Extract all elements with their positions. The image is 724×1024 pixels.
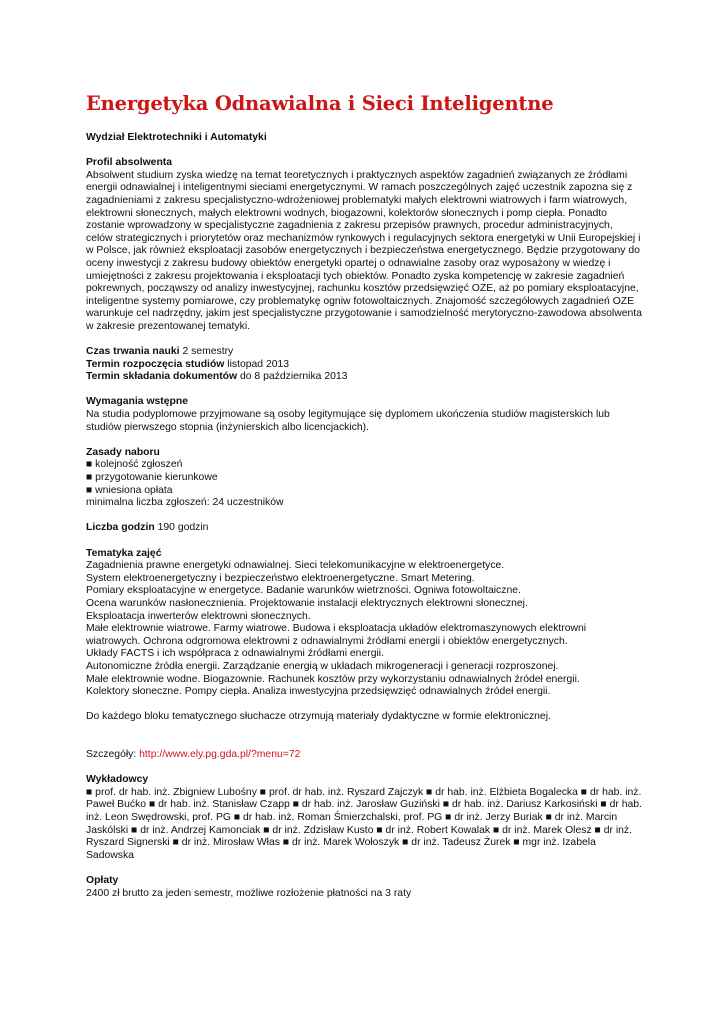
lecturer-name: dr inż. Marcin Jaskólski: [86, 812, 618, 836]
topic-line: Małe elektrownie wodne. Biogazownie. Rachunek kosztów przy wykorzystaniu odnawialnych źródeł energii.: [86, 673, 580, 685]
bullet-icon: ■: [282, 837, 290, 849]
bullet-icon: ■: [402, 837, 409, 849]
bullet-icon: ■: [233, 812, 241, 824]
deadline-label: Termin składania dokumentów: [86, 371, 238, 383]
hours-label: Liczba godzin: [86, 522, 155, 534]
topic-line: Pomiary eksploatacyjne w energetyce. Badanie warunków wietrzności. Ogniwa fotowoltaiczne.: [86, 585, 521, 597]
bullet-icon: ■: [442, 799, 450, 811]
bullet-icon: ■: [131, 824, 138, 836]
bullet-icon: ■: [376, 824, 383, 836]
fees-section: [86, 875, 642, 900]
bullet-icon: ■: [259, 786, 267, 798]
admission-list: [86, 459, 642, 497]
lecturer-name: mgr inż. Izabela Sadowska: [86, 837, 596, 861]
lecturer-name: dr hab. inż. Dariusz Karkosiński: [451, 799, 598, 811]
bullet-icon: ■: [263, 824, 270, 836]
lecturer-name: dr inż. Ryszard Signerski: [86, 824, 632, 849]
duration-row: [86, 346, 642, 359]
topics-section: [86, 548, 642, 724]
bullet-icon: ■: [445, 812, 452, 824]
lecturer-name: prof. dr hab. inż. Zbigniew Lubośny: [95, 786, 257, 798]
deadline-row: [86, 371, 642, 384]
page-title: Energetyka Odnawialna i Sieci Inteligentne: [86, 92, 554, 115]
topics-footer: Do każdego bloku tematycznego słuchacze otrzymują materiały dydaktyczne w formie elektronicznej.: [86, 711, 551, 723]
admission-section: [86, 447, 642, 510]
bullet-icon: ■: [492, 824, 500, 836]
profile-heading: Profil absolwenta: [86, 157, 173, 169]
lecturer-name: dr hab. inż. Leon Swędrowski, prof. PG: [86, 799, 642, 824]
bullet-icon: ■: [292, 799, 299, 811]
profile-text: Absolwent studium zyska wiedzę na temat teoretycznych i praktycznych aspektów zagadnień związanych ze źródłami energii odnawialnej i inteligentnymi sieciami energetycznymi. W ramach poszczególnych zajęć uczestnik zapozna się z zagadnieniami z zakresu specjalistyczno-wdrożeniowej problematyki małych elektrowni wiatrowych i farm wiatrowych, elektrowni słonecznych, małych elektrowni wodnych, biogazowni, kolektorów słonecznych i pomp ciepła. Ponadto zostanie wprowadzony w specjalistyczne zagadnienia z zakresu przepisów prawnych, procedur administracyjnych, celów strategicznych i priorytetów oraz mechanizmów rynkowych i regulacyjnych sektora energetyki w Unii Europejskiej i w Polsce, jak również eksploatacji zasobów energetycznych i bezpieczeństwa energetycznego. Będzie przygotowany do oceny inwestycji z zakresu budowy obiektów energetyki opartej o odnawialne zasoby oraz wyposażony w wiedzę i umiejętności z zakresu projektowania i eksploatacji tych obiektów. Ponadto zyska kompetencję w zakresie zagadnień pokrewnych, począwszy od analizy inwestycyjnej, rachunku kosztów przedsięwzięć OZE, aż po pomiary eksploatacyjne, inteligentne systemy pomiarowe, czy problematykę ogniw fotowoltaicznych. Znajomość szczegółowych zagadnień OZE warunkuje cel nadrzędny, jakim jest specjalistyczne przygotowanie i samodzielność merytoryczno-zawodowa absolwenta w zakresie prezentowanej tematyki.: [86, 169, 642, 332]
topic-line: Kolektory słoneczne. Pompy ciepła. Analiza inwestycyjna przedsięwzięć odnawialnych źródeł energii.: [86, 686, 551, 698]
admission-note: minimalna liczba zgłoszeń: 24 uczestników: [86, 497, 284, 509]
bullet-icon: ■: [172, 837, 179, 849]
bullet-icon: ■: [148, 799, 156, 811]
list-item: ■ kolejność zgłoszeń: [86, 459, 183, 471]
lecturer-name: dr hab. inż. Paweł Bućko: [86, 786, 642, 811]
lecturer-name: dr hab. inż. Stanisław Czapp: [158, 799, 290, 811]
fees-heading: Opłaty: [86, 875, 119, 887]
lecturer-name: dr inż. Jerzy Buriak: [454, 812, 543, 824]
lecturer-name: dr hab. inż. Roman Śmierzchalski, prof. PG: [243, 812, 443, 824]
start-row: [86, 359, 642, 372]
lecturer-name: dr inż. Marek Wołoszyk: [292, 837, 400, 849]
details-link[interactable]: http://www.ely.pg.gda.pl/?menu=72: [139, 749, 301, 761]
topics-heading: Tematyka zajęć: [86, 547, 162, 559]
topic-line: Zagadnienia prawne energetyki odnawialnej. Sieci telekomunikacyjne w elektroenergetyce.: [86, 560, 505, 572]
hours-row: [86, 522, 642, 535]
bullet-icon: ■: [580, 786, 588, 798]
topic-line: Małe elektrownie wiatrowe. Farmy wiatrowe. Budowa i eksploatacja układów elektromaszynowych elektrowni wiatrowych. Ochrona odgromowa elektrowni z odnawialnymi źródłami energii i obiektów energetycznych.: [86, 623, 587, 647]
list-item: ■ przygotowanie kierunkowe: [86, 472, 218, 484]
details-label: Szczegóły:: [86, 749, 137, 761]
lecturers-list: [86, 787, 642, 863]
study-info: [86, 346, 642, 384]
lecturer-name: dr inż. Mirosław Włas: [181, 837, 280, 849]
lecturer-name: dr hab. inż. Jarosław Guziński: [301, 799, 440, 811]
lecturers-section: [86, 774, 642, 862]
duration-label: Czas trwania nauki: [86, 346, 180, 358]
lecturer-name: dr inż. Robert Kowalak: [385, 824, 491, 836]
deadline-value: do 8 października 2013: [239, 371, 348, 383]
topic-line: Eksploatacja inwerterów elektrowni słonecznych.: [86, 610, 311, 622]
hours-value: 190 godzin: [157, 522, 209, 534]
start-label: Termin rozpoczęcia studiów: [86, 358, 225, 370]
duration-value: 2 semestry: [182, 346, 234, 358]
topic-line: System elektroenergetyczny i bezpieczeństwo elektroenergetyczne. Smart Metering.: [86, 572, 475, 584]
topic-line: Autonomiczne źródła energii. Zarządzanie energią w układach mikrogeneracji i generacji rozproszonej.: [86, 660, 559, 672]
requirements-text: Na studia podyplomowe przyjmowane są osoby legitymujące się dyplomem ukończenia studiów magisterskich lub studiów pierwszego stopnia (inżynierskich albo licencjackich).: [86, 409, 610, 433]
lecturer-name: dr inż. Zdzisław Kusto: [272, 824, 374, 836]
requirements-heading: Wymagania wstępne: [86, 396, 189, 408]
lecturer-name: dr inż. Tadeusz Żurek: [411, 837, 511, 849]
topic-line: Układy FACTS i ich współpraca z odnawialnymi źródłami energii.: [86, 648, 384, 660]
bullet-icon: ■: [600, 799, 607, 811]
document-page: [86, 92, 642, 913]
requirements-section: [86, 396, 642, 434]
lecturers-heading: Wykładowcy: [86, 774, 149, 786]
bullet-icon: ■: [594, 824, 601, 836]
lecturer-name: prof. dr hab. inż. Ryszard Zajczyk: [268, 786, 424, 798]
bullet-icon: ■: [86, 786, 93, 798]
fees-text: 2400 zł brutto za jeden semestr, możliwe rozłożenie płatności na 3 raty: [86, 887, 412, 899]
lecturer-name: dr inż. Andrzej Kamonciak: [140, 824, 261, 836]
topic-line: Ocena warunków nasłonecznienia. Projektowanie instalacji elektrycznych elektrowni słonecznej.: [86, 597, 528, 609]
bullet-icon: ■: [513, 837, 520, 849]
bullet-icon: ■: [426, 786, 433, 798]
start-value: listopad 2013: [227, 358, 290, 370]
lecturer-name: dr inż. Marek Olesz: [502, 824, 592, 836]
lecturer-name: dr hab. inż. Elżbieta Bogalecka: [435, 786, 578, 798]
details-row: [86, 749, 642, 762]
faculty-name: Wydział Elektrotechniki i Automatyki: [86, 132, 267, 143]
list-item: ■ wniesiona opłata: [86, 484, 173, 496]
bullet-icon: ■: [545, 812, 552, 824]
profile-section: [86, 157, 642, 333]
admission-heading: Zasady naboru: [86, 446, 160, 458]
